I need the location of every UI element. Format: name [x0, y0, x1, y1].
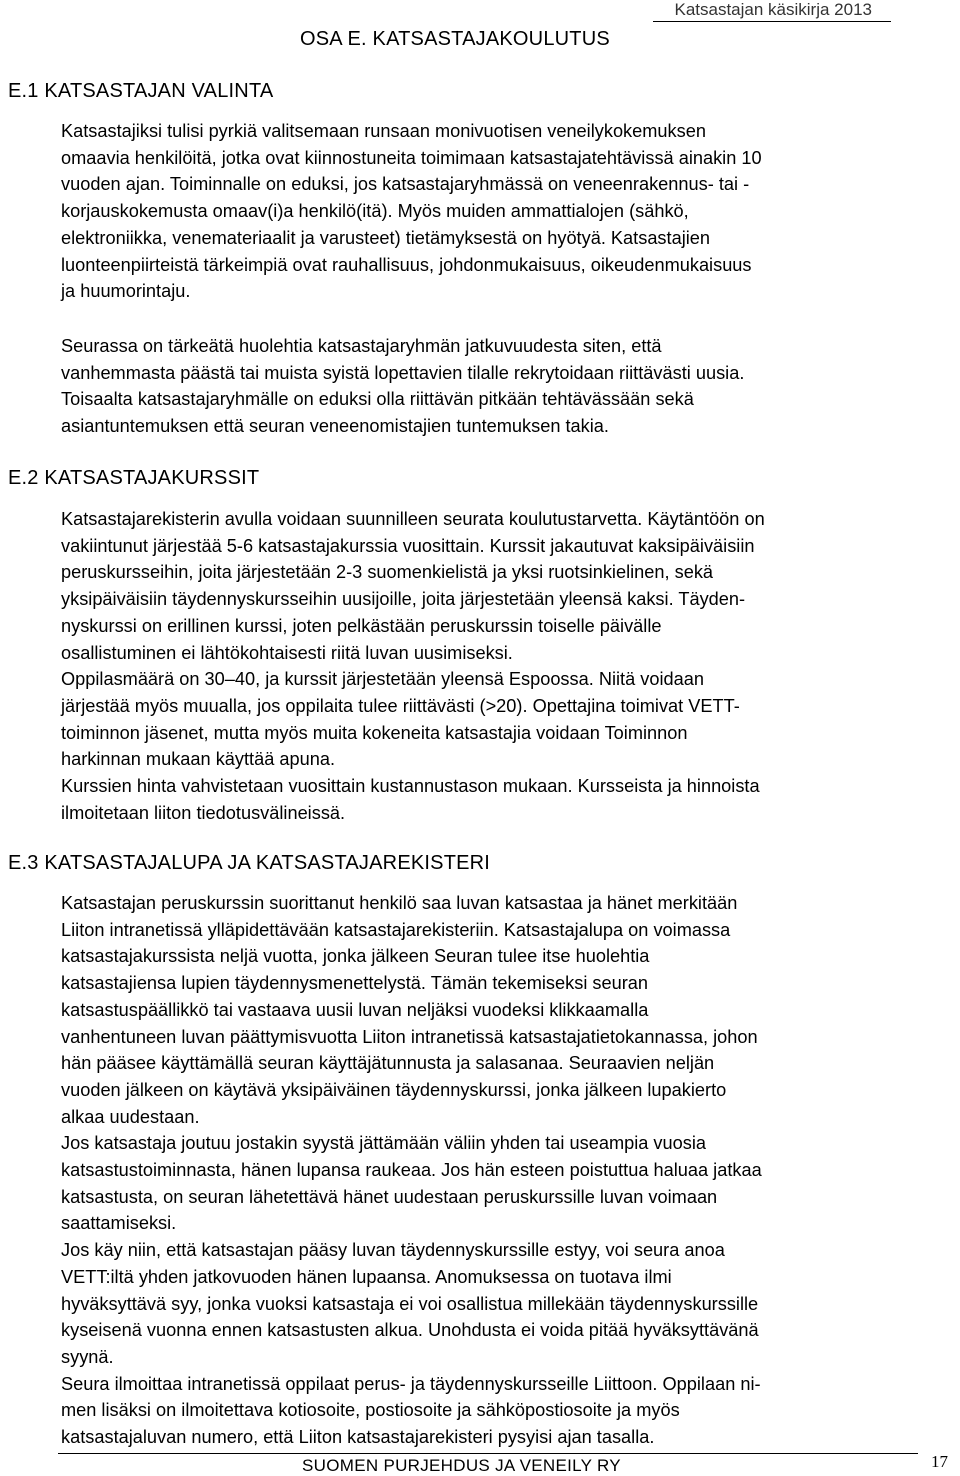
text-line: alkaa uudestaan. [61, 1106, 200, 1127]
text-line: katsastajaluvan numero, että Liiton katsastajarekisteri pysyisi ajan tasalla. [61, 1427, 655, 1448]
text-line: asiantuntemuksen että seuran veneenomistajien tuntemuksen takia. [61, 416, 609, 437]
text-line: hän pääsee käyttämällä seuran käyttäjätunnusta ja salasanaa. Seuraavien neljän [61, 1053, 715, 1074]
text-line: peruskursseihin, joita järjestetään 2-3 suomenkielistä ja yksi ruotsinkielinen, sekä [61, 562, 714, 583]
text-line: Seura ilmoittaa intranetissä oppilaat perus- ja täydennyskursseille Liittoon. Oppilaan ni- [61, 1373, 761, 1394]
text-line: nyskurssi on erillinen kurssi, joten pelkästään peruskurssin toiselle päivälle [61, 615, 662, 636]
text-line: Jos katsastaja joutuu jostakin syystä jättämään väliin yhden tai useampia vuosia [61, 1133, 706, 1154]
text-line: katsastajakurssista neljä vuotta, jonka jälkeen Seuran tulee itse huolehtia [61, 946, 650, 967]
text-line: omaavia henkilöitä, jotka ovat kiinnostuneita toimimaan katsastajatehtävissä ainakin 10 [61, 147, 762, 168]
section-e1-paragraph-1 [61, 118, 941, 305]
text-line: elektroniikka, venemateriaalit ja varusteet) tietämyksestä on hyötyä. Katsastajien [61, 227, 711, 248]
text-line: Toisaalta katsastajaryhmälle on eduksi olla riittävän pitkään tehtävässään sekä [61, 389, 694, 410]
text-line: vuoden jälkeen on käytävä yksipäiväinen täydennyskurssi, jonka jälkeen lupakierto [61, 1079, 727, 1100]
text-line: katsastusta, on seuran lähetettävä hänet uudestaan peruskurssille luvan voimaan [61, 1186, 718, 1207]
text-line: Katsastajan peruskurssin suorittanut henkilö saa luvan katsastaa ja hänet merkitään [61, 893, 738, 913]
text-line: Katsastajiksi tulisi pyrkiä valitsemaan runsaan monivuotisen veneilykokemuksen [61, 121, 706, 141]
text-line: toiminnon jäsenet, mutta myös muita kokeneita katsastajia voidaan Toiminnon [61, 722, 688, 743]
section-e3-paragraph-1 [61, 890, 941, 1451]
text-line: Liiton intranetissä ylläpidettävään katsastajarekisteriin. Katsastajalupa on voimassa [61, 919, 731, 940]
section-e2-paragraph-1 [61, 506, 941, 826]
text-line: ja huumorintaju. [61, 281, 191, 302]
text-line: Seurassa on tärkeätä huolehtia katsastajaryhmän jatkuvuudesta siten, että [61, 336, 662, 356]
text-line: yksipäiväisiin täydennyskursseihin uusijoille, joita järjestetään yleensä kaksi. Täyden- [61, 589, 746, 610]
text-line: kyseisenä vuonna ennen katsastusten alkua. Unohdusta ei voida pitää hyväksyttävänä [61, 1320, 759, 1341]
text-line: katsastuspäällikkö tai vastaava uusii luvan neljäksi vuodeksi klikkaamalla [61, 999, 649, 1020]
text-line: korjauskokemusta omaav(i)a henkilö(itä). Myös muiden ammattialojen (sähkö, [61, 201, 689, 222]
part-title: OSA E. KATSASTAJAKOULUTUS [300, 28, 610, 50]
text-line: katsastajiensa lupien täydennysmenettelystä. Tämän tekemiseksi seuran [61, 973, 649, 994]
text-line: Oppilasmäärä on 30–40, ja kurssit järjestetään yleensä Espoossa. Niitä voidaan [61, 669, 704, 690]
header-rule [653, 21, 891, 22]
section-title-e1: E.1 KATSASTAJAN VALINTA [8, 80, 274, 102]
text-line: järjestää myös muualla, jos oppilaita tulee riittävästi (>20). Opettajina toimivat VETT- [61, 695, 740, 716]
text-line: VETT:iltä yhden jatkovuoden hänen lupaansa. Anomuksessa on tuotava ilmi [61, 1266, 672, 1287]
text-line: vanhentuneen luvan päättymisvuotta Liiton intranetissä katsastajatietokannassa, johon [61, 1026, 758, 1047]
section-title-e3: E.3 KATSASTAJALUPA JA KATSASTAJAREKISTERI [8, 852, 491, 874]
text-line: harkinnan mukaan käyttää apuna. [61, 749, 336, 770]
text-line: Kurssien hinta vahvistetaan vuosittain kustannustason mukaan. Kursseista ja hinnoista [61, 776, 760, 797]
text-line: osallistuminen ei lähtökohtaisesti riitä luvan uusimiseksi. [61, 642, 513, 663]
text-line: luonteenpiirteistä tärkeimpiä ovat rauhallisuus, johdonmukaisuus, oikeudenmukaisuus [61, 254, 752, 275]
page-number: 17 [931, 1452, 948, 1471]
text-line: vuoden ajan. Toiminnalle on eduksi, jos katsastajaryhmässä on veneenrakennus- tai - [61, 174, 750, 195]
text-line: Katsastajarekisterin avulla voidaan suunnilleen seurata koulutustarvetta. Käytäntöön on [61, 509, 765, 529]
text-line: syynä. [61, 1346, 114, 1367]
book-title: Katsastajan käsikirja 2013 [674, 0, 872, 19]
text-line: vanhemmasta päästä tai muista syistä lopettavien tilalle rekrytoidaan riittävästi uusia. [61, 362, 745, 383]
text-line: Jos käy niin, että katsastajan pääsy luvan täydennyskurssille estyy, voi seura anoa [61, 1240, 725, 1261]
footer-rule [58, 1453, 918, 1454]
section-e1-paragraph-2 [61, 333, 941, 440]
section-title-e2: E.2 KATSASTAJAKURSSIT [8, 467, 260, 489]
text-line: hyväksyttävä syy, jonka vuoksi katsastaja ei voi osallistua millekään täydennyskurssille [61, 1293, 759, 1314]
text-line: saattamiseksi. [61, 1213, 177, 1234]
footer-organization: SUOMEN PURJEHDUS JA VENEILY RY [302, 1456, 621, 1475]
text-line: katsastustoiminnasta, hänen lupansa raukeaa. Jos hän esteen poistuttua haluaa jatkaa [61, 1160, 762, 1181]
text-line: men lisäksi on ilmoitettava kotiosoite, postiosoite ja sähköpostiosoite ja myös [61, 1400, 680, 1421]
text-line: vakiintunut järjestää 5-6 katsastajakurssia vuosittain. Kurssit jakautuvat kaksipäiväisiin [61, 535, 755, 556]
text-line: ilmoitetaan liiton tiedotusvälineissä. [61, 802, 346, 823]
